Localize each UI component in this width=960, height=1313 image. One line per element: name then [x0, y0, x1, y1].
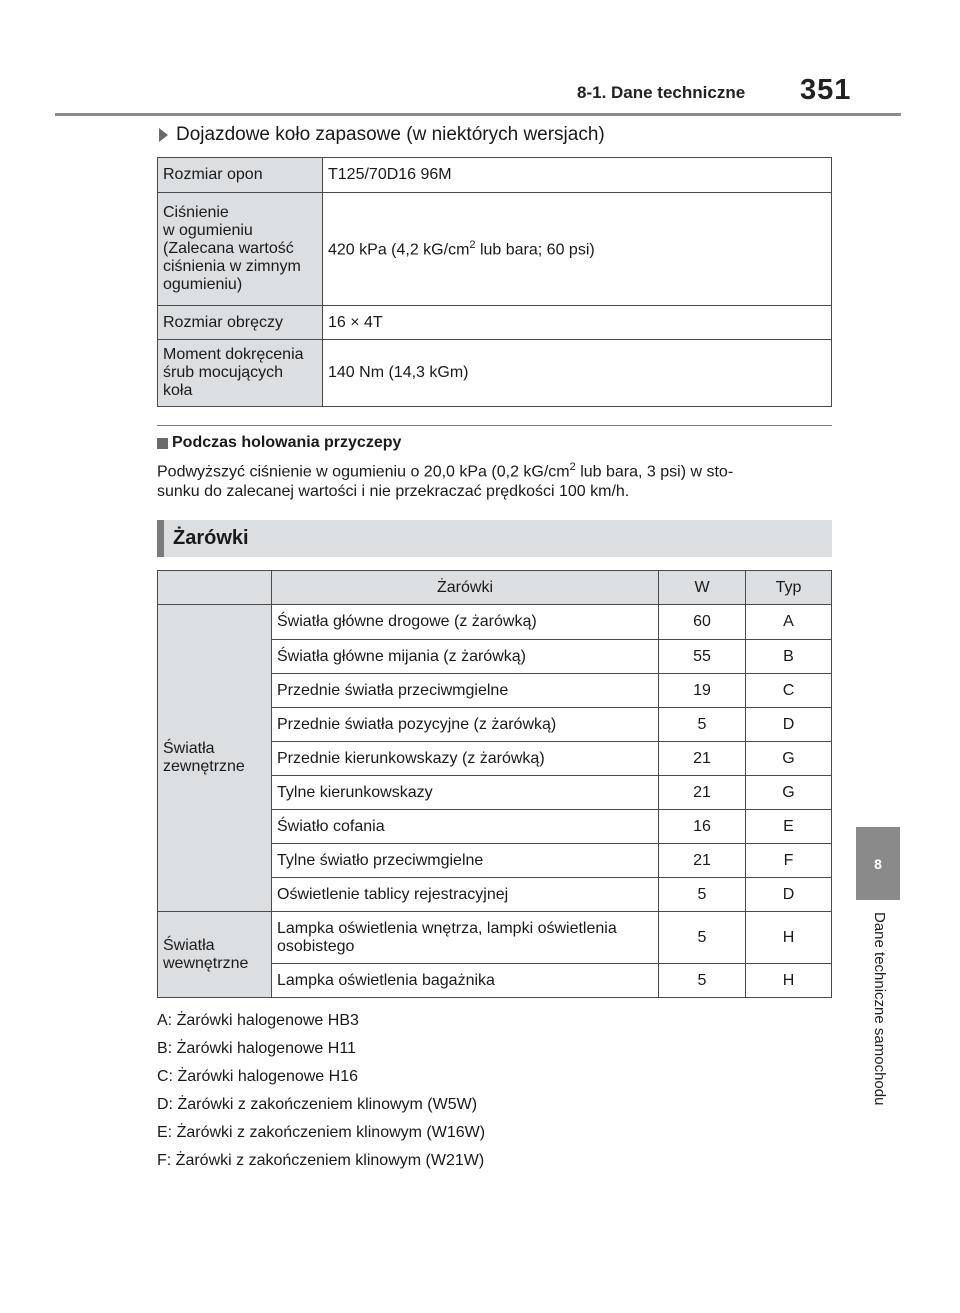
chapter-tab-label: Dane techniczne samochodu: [871, 912, 888, 1106]
bulbs-section-banner: [157, 520, 832, 557]
legend-item: C: Żarówki halogenowe H16: [157, 1068, 358, 1085]
towing-heading: [157, 434, 401, 452]
legend-item: A: Żarówki halogenowe HB3: [157, 1012, 359, 1029]
chapter-tab[interactable]: 8: [856, 827, 900, 900]
table-row: [158, 193, 832, 306]
legend-item: D: Żarówki z zakończeniem klinowym (W5W): [157, 1096, 478, 1113]
bulbs-table: [157, 570, 832, 998]
table-row: [158, 306, 832, 340]
bulb-wattage: 5: [659, 708, 746, 742]
spare-label-rim-size: Rozmiar obręczy: [158, 306, 323, 340]
bulb-type: C: [746, 674, 832, 708]
bulb-type: B: [746, 640, 832, 674]
chapter-title: 8-1. Dane techniczne: [577, 83, 746, 102]
table-row: [158, 340, 832, 407]
bulb-name: Przednie światła przeciwmgielne: [272, 674, 659, 708]
towing-text-main: Podwyższyć ciśnienie w ogumieniu o 20,0 kPa (0,2 kG/cm: [157, 463, 570, 481]
bulb-name: Światła główne drogowe (z żarówką): [272, 605, 659, 640]
column-header-bulb: Żarówki: [272, 571, 659, 605]
bulb-type: D: [746, 708, 832, 742]
header-divider: [55, 113, 901, 116]
bulb-name: Światło cofania: [272, 810, 659, 844]
bulb-type: D: [746, 878, 832, 912]
spare-wheel-heading: [157, 124, 605, 146]
table-header-row: [158, 571, 832, 605]
bulbs-section-title: Żarówki: [173, 527, 249, 549]
bulb-name: Tylne światło przeciwmgielne: [272, 844, 659, 878]
spare-value-rim-size: 16 × 4T: [323, 306, 832, 340]
spare-value-pressure: [323, 193, 832, 306]
bulb-name: Tylne kierunkowskazy: [272, 776, 659, 810]
pressure-value-rest: lub bara; 60 psi): [475, 241, 595, 259]
column-header-type: Typ: [746, 571, 832, 605]
pressure-value-main: 420 kPa (4,2 kG/cm: [328, 241, 470, 259]
triangle-bullet-icon: [159, 128, 168, 142]
section-divider: [157, 425, 832, 426]
table-row: [158, 158, 832, 193]
bulb-type: G: [746, 776, 832, 810]
bulb-name: Światła główne mijania (z żarówką): [272, 640, 659, 674]
table-row: [158, 605, 832, 640]
bulb-name: Przednie kierunkowskazy (z żarówką): [272, 742, 659, 776]
spare-label-tire-size: Rozmiar opon: [158, 158, 323, 193]
spare-wheel-heading-text: Dojazdowe koło zapasowe (w niektórych wersjach): [176, 124, 605, 145]
bulb-wattage: 21: [659, 776, 746, 810]
bulb-type-legend: [157, 1011, 485, 1179]
square-bullet-icon: [157, 438, 168, 449]
group-cell-exterior: Światła zewnętrzne: [158, 605, 272, 912]
column-header-wattage: W: [659, 571, 746, 605]
spare-value-torque: 140 Nm (14,3 kGm): [323, 340, 832, 407]
bulb-wattage: 60: [659, 605, 746, 640]
bulb-wattage: 5: [659, 912, 746, 964]
bulb-wattage: 21: [659, 742, 746, 776]
bulb-wattage: 21: [659, 844, 746, 878]
bulb-wattage: 55: [659, 640, 746, 674]
spare-wheel-table: [157, 157, 832, 407]
bulb-wattage: 5: [659, 964, 746, 998]
legend-item: F: Żarówki z zakończeniem klinowym (W21W): [157, 1152, 485, 1169]
towing-text-sup: 2: [569, 461, 576, 473]
legend-item: B: Żarówki halogenowe H11: [157, 1040, 356, 1057]
bulb-name: Lampka oświetlenia bagażnika: [272, 964, 659, 998]
spare-value-tire-size: T125/70D16 96M: [323, 158, 832, 193]
bulb-type: F: [746, 844, 832, 878]
bulb-type: E: [746, 810, 832, 844]
pressure-value-sup: 2: [469, 238, 476, 251]
bulb-name: Oświetlenie tablicy rejestracyjnej: [272, 878, 659, 912]
towing-paragraph: [157, 457, 832, 502]
towing-heading-text: Podczas holowania przyczepy: [172, 434, 402, 451]
group-cell-interior: Światła wewnętrzne: [158, 912, 272, 998]
table-row: [158, 912, 832, 964]
bulb-type: G: [746, 742, 832, 776]
banner-accent-bar: [157, 520, 164, 557]
bulb-type: H: [746, 912, 832, 964]
spare-label-torque: Moment dokręcenia śrub mocujących koła: [158, 340, 323, 407]
column-header-group: [158, 571, 272, 605]
towing-text-rest: lub bara, 3 psi) w sto- sunku do zalecanej wartości i nie przekraczać prędkości 100 km/h.: [157, 463, 734, 501]
page-number: 351: [800, 74, 852, 106]
bulb-wattage: 5: [659, 878, 746, 912]
bulb-wattage: 16: [659, 810, 746, 844]
bulb-type: A: [746, 605, 832, 640]
bulb-type: H: [746, 964, 832, 998]
spare-label-pressure: Ciśnienie w ogumieniu (Zalecana wartość ciśnienia w zimnym ogumieniu): [158, 193, 323, 306]
legend-item: E: Żarówki z zakończeniem klinowym (W16W): [157, 1124, 486, 1141]
bulb-name: Przednie światła pozycyjne (z żarówką): [272, 708, 659, 742]
bulb-wattage: 19: [659, 674, 746, 708]
bulb-name: Lampka oświetlenia wnętrza, lampki oświetlenia osobistego: [272, 912, 659, 964]
